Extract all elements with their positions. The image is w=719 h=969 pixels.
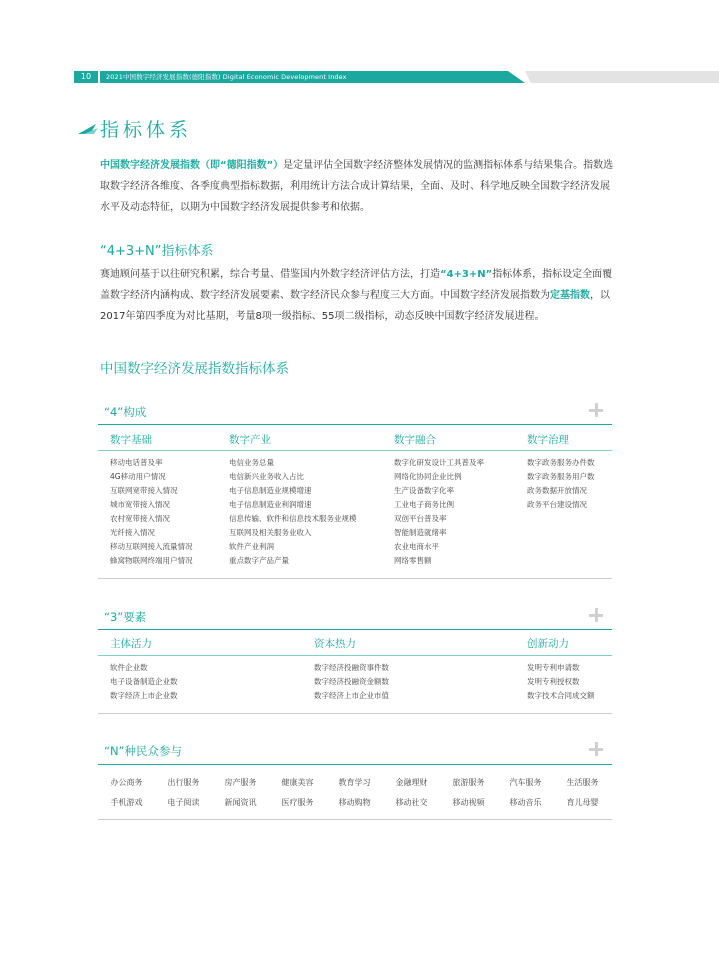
list-item: 城市宽带接入情况 (110, 500, 170, 509)
list-item: 办公商务 (110, 778, 143, 787)
list-item: 互联网宽带接入情况 (110, 486, 178, 495)
list-item: 生活服务 (566, 778, 599, 787)
list-item: 出行服务 (167, 778, 200, 787)
list-item: 电子阅读 (167, 798, 200, 807)
list-item: 工业电子商务比例 (394, 500, 454, 509)
groupN-bottom-line (98, 819, 612, 820)
list-item: 数字经济上市企业数 (110, 691, 178, 700)
group3-col3-list (527, 661, 595, 703)
list-item: 移动视频 (452, 798, 485, 807)
list-item: 政务平台建设情况 (527, 500, 587, 509)
group3-col2-list (314, 661, 389, 703)
group4-col4-head: 数字治理 (527, 434, 569, 446)
group3-title: “3”要素 (104, 610, 147, 624)
system-highlight-b: 定基指数 (550, 290, 590, 301)
list-item: 软件企业数 (110, 663, 148, 672)
list-item: 医疗服务 (281, 798, 314, 807)
page-number: 10 (74, 71, 98, 83)
system-text-a: 赛迪顾问基于以往研究积累，综合考量、借鉴国内外数字经济评估方法，打造 (100, 269, 440, 280)
list-item: 网络化协同企业比例 (394, 472, 462, 481)
list-item: 移动音乐 (509, 798, 542, 807)
running-title: 2021中国数字经济发展指数(德阳指数) Digital Economic Development Index (106, 73, 347, 81)
list-item: 汽车服务 (509, 778, 542, 787)
list-item: 光纤接入情况 (110, 528, 155, 537)
intro-highlight: 中国数字经济发展指数（即“德阳指数”） (100, 160, 284, 171)
list-item: 新闻资讯 (224, 798, 257, 807)
intro-paragraph (100, 155, 618, 218)
table-title: 中国数字经济发展指数指标体系 (100, 361, 289, 377)
list-item: 数字经济投融资金额数 (314, 677, 389, 686)
list-item: 生产设备数字化率 (394, 486, 454, 495)
list-item: 电子信息制造业利润增速 (229, 500, 312, 509)
list-item: 电子信息制造业规模增速 (229, 486, 312, 495)
list-item: 电信新兴业务收入占比 (229, 472, 304, 481)
list-item: 手机游戏 (110, 798, 143, 807)
groupN-top-line (98, 764, 612, 765)
group4-col3-head: 数字融合 (394, 434, 436, 446)
leaf-arrow-icon (78, 122, 98, 136)
group4-col2-head: 数字产业 (229, 434, 271, 446)
list-item: 农业电商水平 (394, 542, 439, 551)
group3-col3-head: 创新动力 (527, 638, 569, 650)
list-item: 政务数据开放情况 (527, 486, 587, 495)
list-item: 重点数字产品产量 (229, 556, 289, 565)
group3-col1-list (110, 661, 178, 703)
groupN-row-2 (98, 797, 612, 808)
system-text-b: 指标体系，指标设定全面覆盖数字经济内涵构成、数字经济发展要素、数字经济民众参与程度三大方面。中国数字经济发展指数为 (100, 269, 613, 301)
group4-col1-list (110, 456, 193, 568)
group3-bottom-line (98, 713, 612, 714)
list-item: 数字政务服务办件数 (527, 458, 595, 467)
list-item: 信息传输、软件和信息技术服务业规模 (229, 514, 357, 523)
header-gray-bar (525, 71, 719, 83)
group4-col1-head: 数字基础 (110, 434, 152, 446)
list-item: 健康美容 (281, 778, 314, 787)
group3-col1-head: 主体活力 (110, 638, 152, 650)
list-item: 移动社交 (395, 798, 428, 807)
list-item: 发明专利申请数 (527, 663, 580, 672)
system-paragraph (100, 264, 618, 327)
page-title: 指标体系 (100, 119, 193, 141)
list-item: 移动互联网接入流量情况 (110, 542, 193, 551)
list-item: 发明专利授权数 (527, 677, 580, 686)
list-item: 移动购物 (338, 798, 371, 807)
list-item: 蜂窝物联网终端用户情况 (110, 556, 193, 565)
system-subtitle: “4+3+N”指标体系 (100, 244, 214, 259)
list-item: 互联网及相关服务业收入 (229, 528, 312, 537)
plus-icon[interactable] (588, 607, 604, 623)
group4-col2-list (229, 456, 357, 568)
list-item: 数字经济投融资事件数 (314, 663, 389, 672)
list-item: 智能制造就绪率 (394, 528, 447, 537)
list-item: 农村宽带接入情况 (110, 514, 170, 523)
groupN-title: “N”种民众参与 (104, 744, 183, 758)
list-item: 数字政务服务用户数 (527, 472, 595, 481)
group4-bottom-line (98, 578, 612, 579)
intro-text: 是定量评估全国数字经济整体发展情况的监测指标体系与结果集合。指数选取数字经济各维度、各季度典型指标数据，利用统计方法合成计算结果，全面、及时、科学地反映全国数字经济发展水平及动态特征，以期为中国数字经济发展提供参考和依据。 (100, 160, 614, 213)
list-item: 电子设备制造企业数 (110, 677, 178, 686)
group4-top-line (98, 424, 612, 425)
system-highlight-a: “4+3+N” (440, 269, 493, 280)
list-item: 教育学习 (338, 778, 371, 787)
list-item: 数字经济上市企业市值 (314, 691, 389, 700)
group4-col4-list (527, 456, 595, 512)
plus-icon[interactable] (588, 402, 604, 418)
group4-head-line (98, 450, 612, 451)
group3-head-line (98, 655, 612, 656)
group4-col3-list (394, 456, 484, 568)
list-item: 电信业务总量 (229, 458, 274, 467)
list-item: 数字化研发设计工具普及率 (394, 458, 484, 467)
list-item: 软件产业利润 (229, 542, 274, 551)
list-item: 金融理财 (395, 778, 428, 787)
list-item: 移动电话普及率 (110, 458, 163, 467)
list-item: 双创平台普及率 (394, 514, 447, 523)
list-item: 网络零售额 (394, 556, 432, 565)
group4-title: “4”构成 (104, 405, 147, 419)
group3-top-line (98, 629, 612, 630)
list-item: 育儿母婴 (566, 798, 599, 807)
list-item: 旅游服务 (452, 778, 485, 787)
groupN-row-1 (98, 777, 612, 788)
list-item: 4G移动用户情况 (110, 472, 166, 481)
group3-col2-head: 资本热力 (314, 638, 356, 650)
plus-icon[interactable] (588, 741, 604, 757)
list-item: 数字技术合同成交额 (527, 691, 595, 700)
system-text-c: ，以2017年第四季度为对比基期，考量8项一级指标、55项二级指标，动态反映中国数字经济发展进程。 (100, 290, 610, 322)
list-item: 房产服务 (224, 778, 257, 787)
